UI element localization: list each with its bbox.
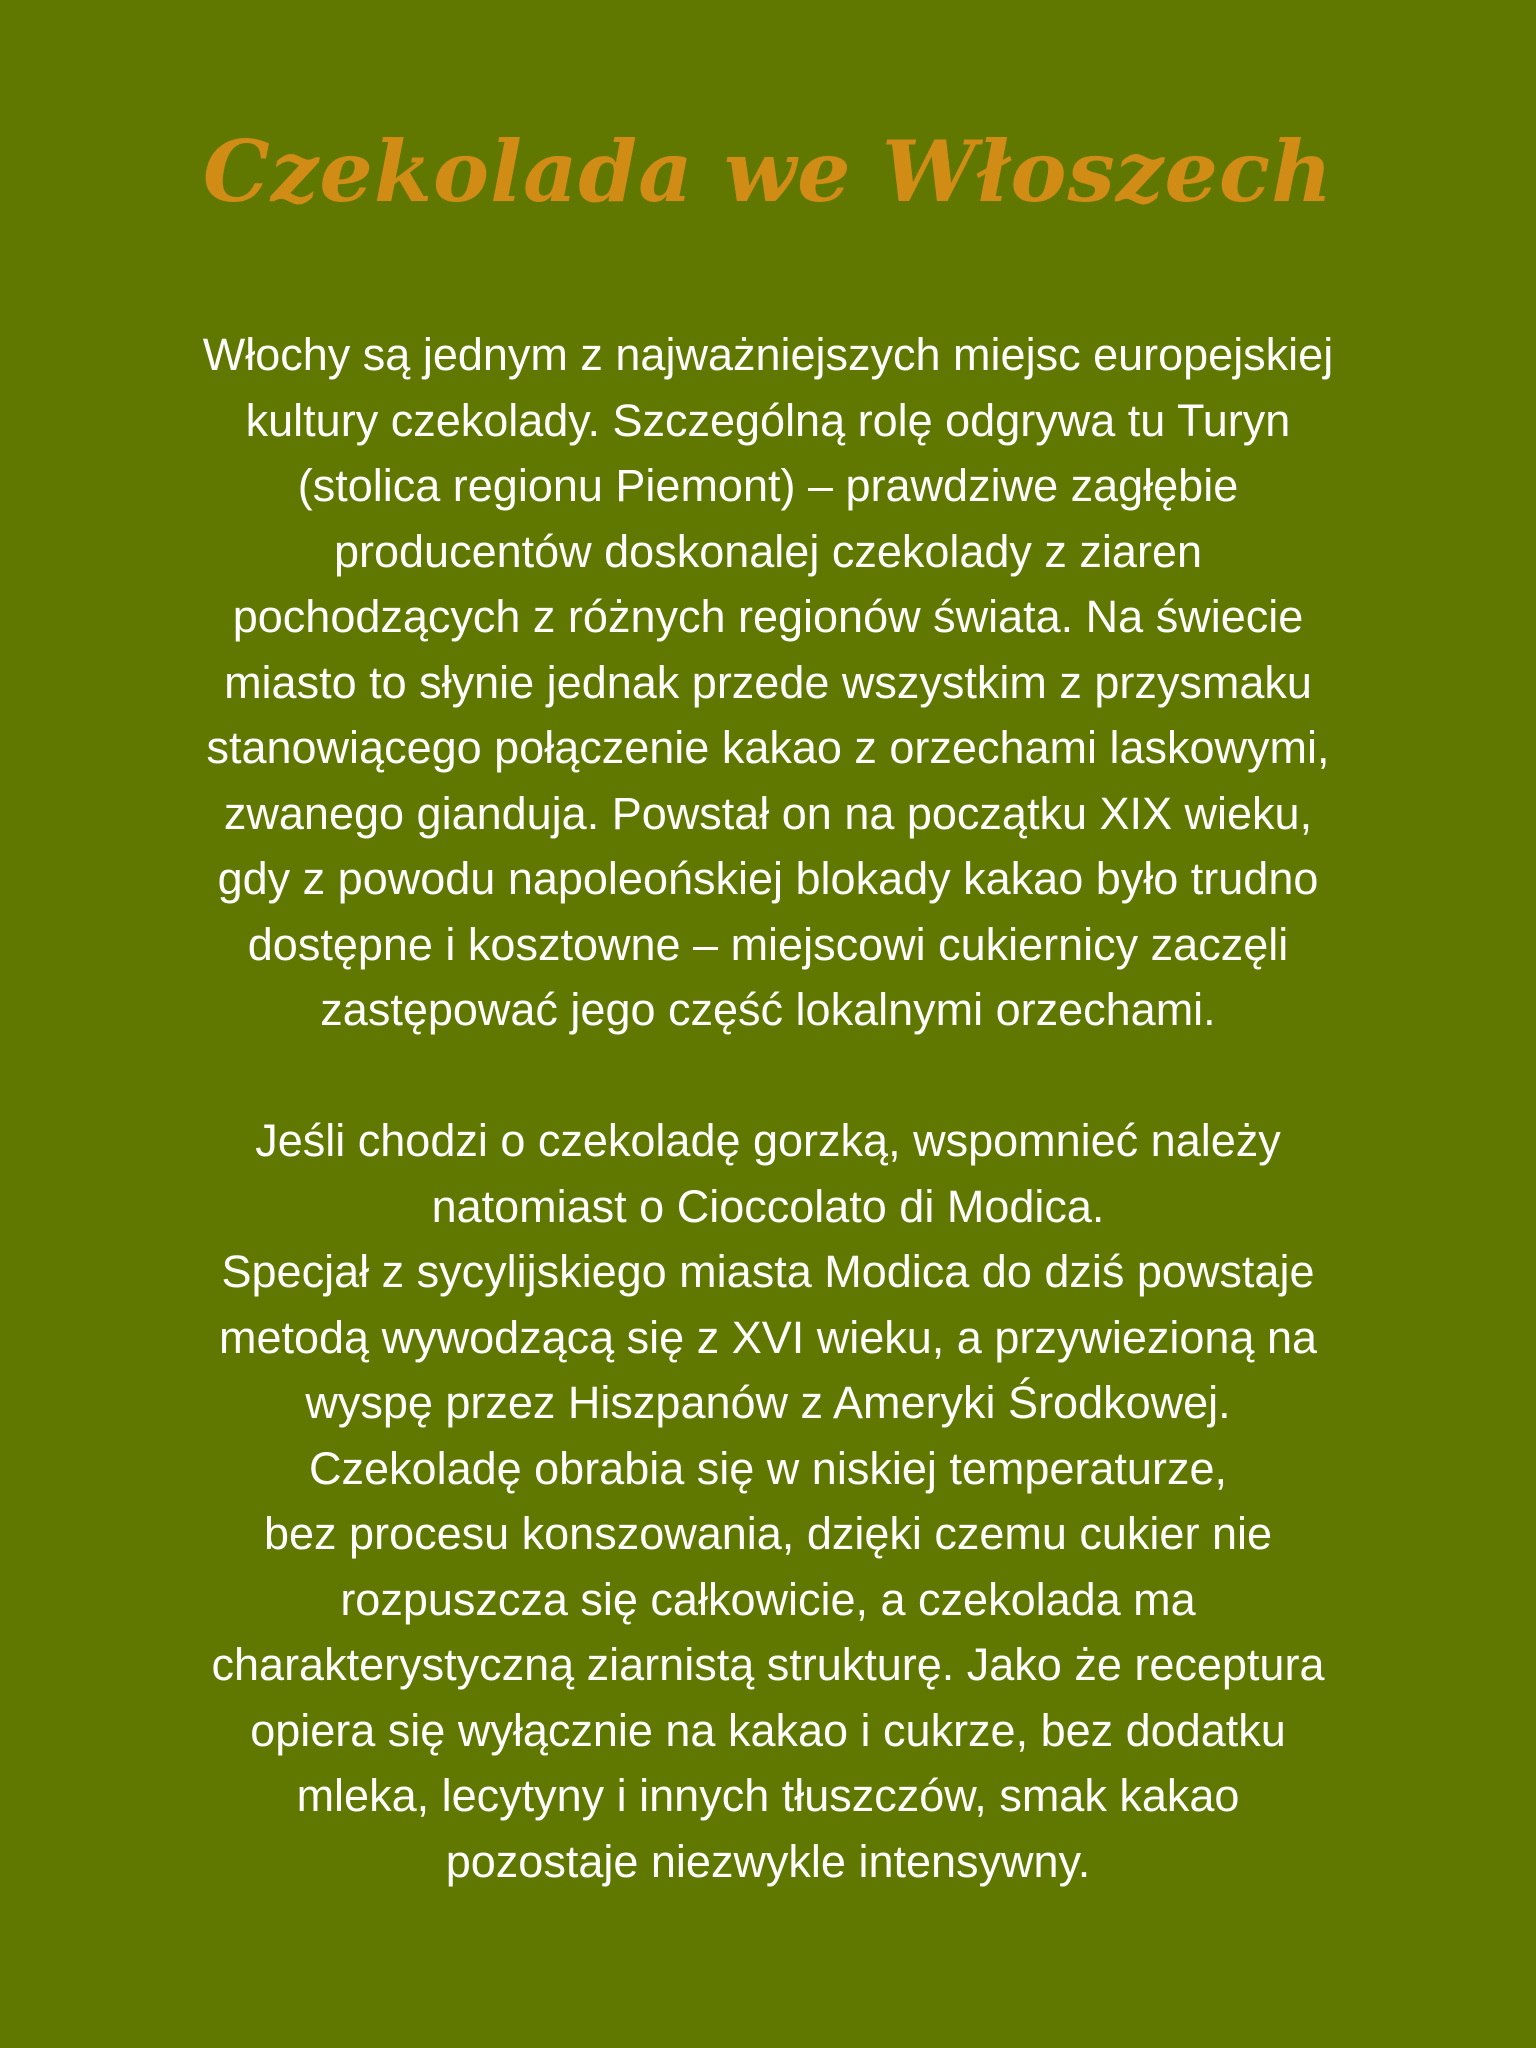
text-line: Specjał z sycylijskiego miasta Modica do dziś powstaje [221, 1246, 1315, 1297]
text-line: gdy z powodu napoleońskiej blokady kakao było trudno [217, 853, 1319, 904]
text-line: bez procesu konszowania, dzięki czemu cukier nie [264, 1508, 1272, 1559]
text-line: zwanego gianduja. Powstał on na początku XIX wieku, [223, 787, 1313, 839]
text-line: pozostaje niezwykle intensywny. [445, 1835, 1091, 1887]
text-line: miasto to słynie jednak przede wszystkim z przysmaku [224, 656, 1312, 708]
text-line: (stolica regionu Piemont) – prawdziwe zagłębie [297, 460, 1239, 511]
text-line: Czekoladę obrabia się w niskiej temperaturze, [309, 1442, 1227, 1494]
text-line: pochodzących z różnych regionów świata. Na świecie [232, 591, 1304, 642]
text-line: Jeśli chodzi o czekoladę gorzką, wspomnieć należy [255, 1115, 1281, 1166]
paragraph-italy-turin [88, 322, 1448, 1043]
page-title: Czekolada we Włoszech [202, 122, 1334, 221]
text-line: rozpuszcza się całkowicie, a czekolada ma [340, 1573, 1196, 1625]
text-line: metodą wywodzącą się z XVI wieku, a przywiezioną na [218, 1311, 1318, 1363]
text-line: opiera się wyłącznie na kakao i cukrze, bez dodatku [250, 1704, 1286, 1756]
text-line: charakterystyczną ziarnistą strukturę. Jako że receptura [211, 1639, 1325, 1690]
text-line: kultury czekolady. Szczególną rolę odgrywa tu Turyn [245, 394, 1291, 446]
text-line: natomiast o Cioccolato di Modica. [431, 1180, 1105, 1232]
paragraph-modica [88, 1108, 1448, 1894]
text-line: zastępować jego część lokalnymi orzechami. [320, 984, 1216, 1035]
text-line: stanowiącego połączenie kakao z orzechami laskowymi, [206, 722, 1330, 773]
text-line: dostępne i kosztowne – miejscowi cukiernicy zaczęli [247, 918, 1289, 970]
paragraph-spacer [88, 1043, 1448, 1109]
text-line: Włochy są jednym z najważniejszych miejsc europejskiej [202, 329, 1334, 380]
text-line: producentów doskonalej czekolady z ziaren [333, 525, 1202, 577]
text-line: mleka, lecytyny i innych tłuszczów, smak kakao [296, 1770, 1240, 1821]
text-line: wyspę przez Hiszpanów z Ameryki Środkowej. [305, 1377, 1231, 1428]
body-text [88, 322, 1448, 1894]
